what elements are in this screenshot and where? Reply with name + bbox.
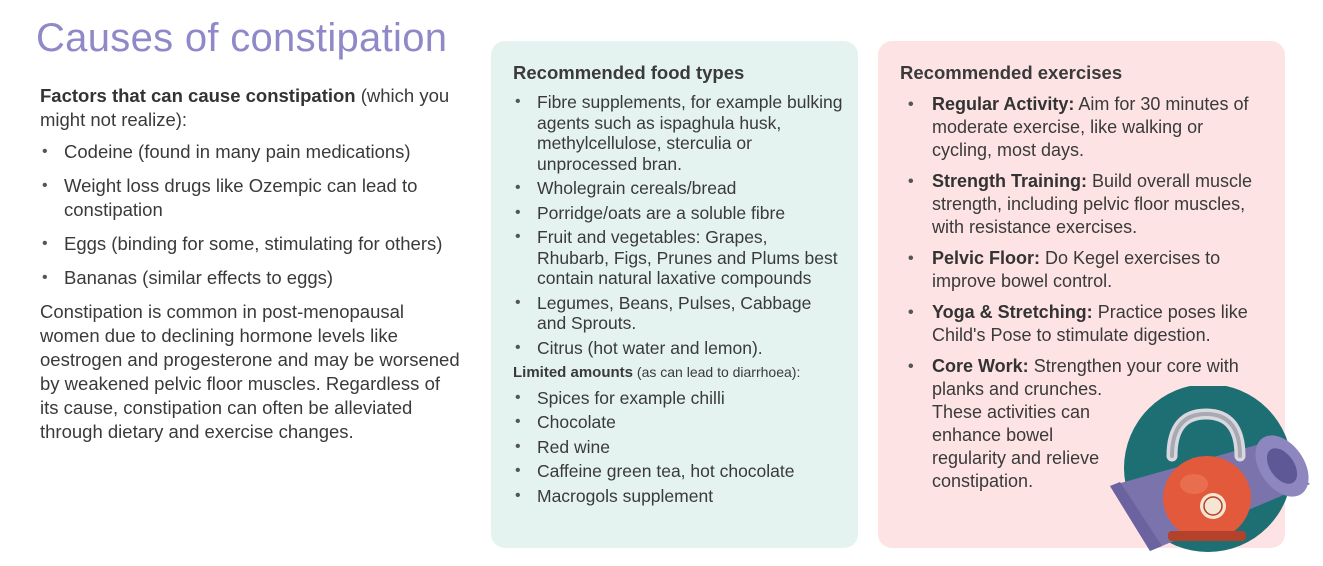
list-item-text: Chocolate xyxy=(537,412,616,432)
list-item xyxy=(908,247,1264,293)
list-item-text: Fruit and vegetables: Grapes, Rhubarb, Figs, Prunes and Plums best contain natural laxative compounds xyxy=(537,227,838,288)
exercise-description: Aim for 30 minutes of moderate exercise, like walking or cycling, most days. xyxy=(932,94,1249,160)
exercise-name: Strength Training: xyxy=(932,171,1087,191)
factors-list xyxy=(40,140,460,290)
bullet-icon: • xyxy=(908,250,914,267)
list-item xyxy=(513,178,843,199)
limited-amounts-note: (as can lead to diarrhoea): xyxy=(633,364,801,380)
bullet-icon: • xyxy=(515,203,521,221)
list-item-text: Wholegrain cereals/bread xyxy=(537,178,737,198)
list-item-text: Spices for example chilli xyxy=(537,387,725,408)
bullet-icon: • xyxy=(515,462,521,479)
exercise-name: Core Work: xyxy=(932,356,1029,376)
list-item-text: Porridge/oats are a soluble fibre xyxy=(537,202,786,223)
list-item xyxy=(513,437,843,458)
limited-list xyxy=(513,388,843,507)
list-item-text: Fibre supplements, for example bulking agents such as ispaghula husk, methylcellulose, sterculia or unprocessed bran. xyxy=(537,92,843,174)
factors-intro-rest: (which you might not realize): xyxy=(40,85,450,130)
factors-intro xyxy=(40,84,460,132)
exercise-name: Pelvic Floor: xyxy=(932,248,1041,268)
list-item xyxy=(40,140,460,164)
bullet-icon: • xyxy=(515,179,521,196)
list-item-text: Codeine (found in many pain medications) xyxy=(64,141,411,162)
list-item xyxy=(40,174,460,222)
bullet-icon: • xyxy=(908,358,914,375)
exercise-name: Regular Activity: xyxy=(932,94,1075,114)
list-item xyxy=(513,338,843,359)
bullet-icon: • xyxy=(42,177,48,194)
kettlebell-and-yoga-mat-illustration xyxy=(1110,386,1310,556)
list-item xyxy=(513,486,843,507)
exercise-description: Strengthen your core with planks and crunches. xyxy=(932,356,1239,399)
bullet-icon: • xyxy=(515,293,521,311)
exercises-list xyxy=(908,93,1264,401)
list-item xyxy=(513,203,843,224)
list-item xyxy=(513,412,843,433)
factors-intro-bold: Factors that can cause constipation xyxy=(40,85,356,106)
list-item-text: Bananas (similar effects to eggs) xyxy=(64,267,334,288)
list-item-text: Caffeine green tea, hot chocolate xyxy=(537,461,795,481)
bullet-icon: • xyxy=(515,413,521,430)
bullet-icon: • xyxy=(515,93,521,110)
list-item-text: Legumes, Beans, Pulses, Cabbage and Sprouts. xyxy=(537,292,812,333)
list-item-text: Eggs (binding for some, stimulating for others) xyxy=(64,233,443,254)
bullet-icon: • xyxy=(908,173,914,190)
exercise-description: Practice poses like Child's Pose to stimulate digestion. xyxy=(932,302,1248,345)
exercise-description: Do Kegel exercises to improve bowel control. xyxy=(932,248,1221,291)
list-item xyxy=(513,227,843,289)
constipation-paragraph: Constipation is common in post-menopausal women due to declining hormone levels like oestrogen and progesterone and may be worsened by weakened pelvic floor muscles. Regardless of its cause, constipation can often be alleviated through dietary and exercise changes. xyxy=(40,301,460,442)
list-item-text: Red wine xyxy=(537,436,610,457)
list-item-text: Citrus (hot water and lemon). xyxy=(537,337,763,358)
recommended-food-card xyxy=(491,41,858,548)
exercise-description: Build overall muscle strength, including pelvic floor muscles, with resistance exercises. xyxy=(932,171,1253,237)
bullet-icon: • xyxy=(908,304,914,321)
bullet-icon: • xyxy=(515,228,521,245)
list-item xyxy=(513,92,843,174)
limited-amounts-heading xyxy=(513,362,843,384)
causes-section xyxy=(40,84,460,444)
exercises-heading: Recommended exercises xyxy=(900,62,1123,83)
list-item xyxy=(513,388,843,409)
list-item xyxy=(908,93,1264,162)
closing-note: These activities can enhance bowel regularity and relieve constipation. xyxy=(932,402,1100,491)
list-item xyxy=(40,266,460,290)
list-item xyxy=(908,170,1264,239)
bullet-icon: • xyxy=(42,143,48,160)
bullet-icon: • xyxy=(515,437,521,455)
bullet-icon: • xyxy=(908,96,914,113)
limited-amounts-bold: Limited amounts xyxy=(513,364,634,381)
list-item xyxy=(40,232,460,256)
bullet-icon: • xyxy=(515,388,521,406)
list-item-text: Macrogols supplement xyxy=(537,485,714,506)
bullet-icon: • xyxy=(42,269,48,286)
page-title: Causes of constipation xyxy=(36,16,448,60)
food-list xyxy=(513,92,843,358)
bullet-icon: • xyxy=(42,235,48,252)
bullet-icon: • xyxy=(515,338,521,356)
bullet-icon: • xyxy=(515,486,521,504)
food-content xyxy=(513,92,843,510)
list-item xyxy=(513,461,843,482)
list-item xyxy=(908,301,1264,347)
food-heading: Recommended food types xyxy=(513,62,745,83)
list-item xyxy=(513,293,843,334)
exercise-name: Yoga & Stretching: xyxy=(932,302,1093,322)
list-item-text: Weight loss drugs like Ozempic can lead to constipation xyxy=(64,175,418,220)
